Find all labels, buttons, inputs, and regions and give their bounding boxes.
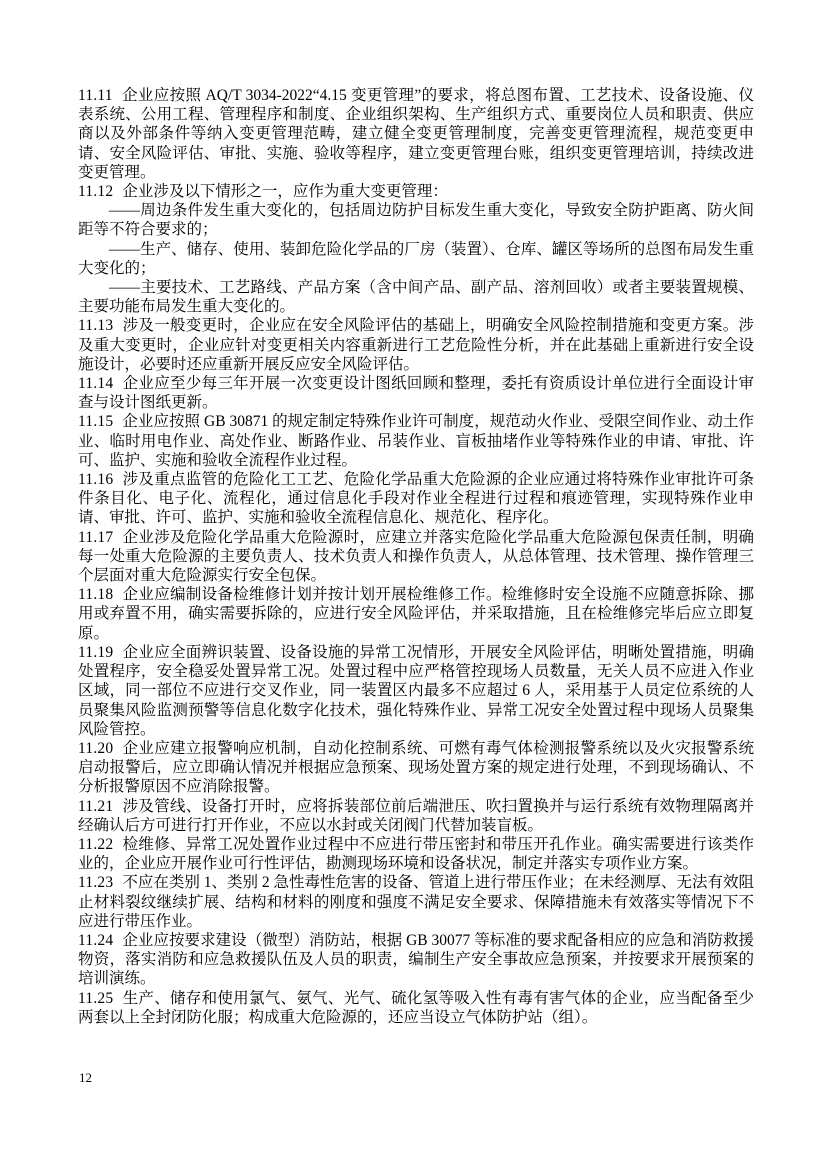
clause-text: 企业应按照 AQ/T 3034-2022“4.15 变更管理”的要求，将总图布置、工艺技术、设备设施、仪表系统、公用工程、管理程序和制度、企业组织架构、生产组织方式、重要岗位人员和职责、供应商以及外部条件等纳入变更管理范畴，建立健全变更管理制度，完善变更管理流程，规范变更申请、安全风险评估、审批、实施、验收等程序，建立变更管理台账，组织变更管理培训，持续改进变更管理。 <box>78 87 754 181</box>
clause-number: 11.13 <box>78 317 114 335</box>
clause-paragraph <box>78 374 754 412</box>
document-body <box>78 86 754 1027</box>
clause-number: 11.12 <box>78 183 114 201</box>
clause-number: 11.15 <box>78 413 114 431</box>
clause-number: 11.19 <box>78 643 114 661</box>
clause-paragraph <box>78 739 754 797</box>
clause-text: 企业应按要求建设（微型）消防站，根据 GB 30077 等标准的要求配备相应的应急和消防救援物资，落实消防和应急救援队伍及人员的职责，编制生产安全事故应急预案，并按要求开展预案的培训演练。 <box>78 931 754 988</box>
clause-text: 企业应编制设备检维修计划并按计划开展检维修工作。检维修时安全设施不应随意拆除、挪用或弃置不用，确实需要拆除的，应进行安全风险评估，并采取措施，且在检维修完毕后应立即复原。 <box>78 586 754 642</box>
clause-number: 11.23 <box>78 874 114 892</box>
clause-number: 11.25 <box>78 989 114 1007</box>
clause-paragraph <box>78 470 754 528</box>
clause-text: 涉及一般变更时，企业应在安全风险评估的基础上，明确安全风险控制措施和变更方案。涉及重大变更时，企业应针对变更相关内容重新进行工艺危险性分析，并在此基础上重新进行安全设施设计，必要时还应重新开展反应安全风险评估。 <box>78 317 754 373</box>
clause-paragraph <box>78 873 754 931</box>
dash-subitem: ——周边条件发生重大变化的，包括周边防护目标发生重大变化，导致安全防护距离、防火间距等不符合要求的； <box>78 202 754 239</box>
clause-number: 11.16 <box>78 471 114 489</box>
clause-text: 企业应全面辨识装置、设备设施的异常工况情形，开展安全风险评估，明晰处置措施，明确处置程序，安全稳妥处置异常工况。处置过程中应严格管控现场人员数量，无关人员不应进入作业区域，同一部位不应进行交叉作业，同一装置区内最多不应超过 6 人，采用基于人员定位系统的人员聚集风险监测预警等信息化数字化技术，强化特殊作业、异常工况安全处置过程中现场人员聚集风险管控。 <box>78 643 754 738</box>
clause-paragraph <box>78 412 754 470</box>
clause-number: 11.22 <box>78 835 114 853</box>
dash-subitem: ——生产、储存、使用、装卸危险化学品的厂房（装置）、仓库、罐区等场所的总图布局发生重大变化的； <box>78 240 754 277</box>
clause-paragraph <box>78 182 754 201</box>
clause-number: 11.14 <box>78 375 114 393</box>
clause-text: 企业应建立报警响应机制，自动化控制系统、可燃有毒气体检测报警系统以及火灾报警系统启动报警后，应立即确认情况并根据应急预案、现场处置方案的规定进行处理，不到现场确认、不分析报警原因不应消除报警。 <box>78 739 754 796</box>
dash-subitem: ——主要技术、工艺路线、产品方案（含中间产品、副产品、溶剂回收）或者主要装置规模、主要功能布局发生重大变化的。 <box>78 279 754 316</box>
clause-text: 企业应按照 GB 30871 的规定制定特殊作业许可制度，规范动火作业、受限空间作业、动土作业、临时用电作业、高处作业、断路作业、吊装作业、盲板抽堵作业等特殊作业的申请、审批、许可、监护、实施和验收全流程作业过程。 <box>78 413 754 469</box>
clause-paragraph <box>78 931 754 989</box>
clause-paragraph <box>78 316 754 374</box>
clause-number: 11.11 <box>78 87 113 104</box>
clause-text: 企业涉及危险化学品重大危险源时，应建立并落实危险化学品重大危险源包保责任制，明确每一处重大危险源的主要负责人、技术负责人和操作负责人，从总体管理、技术管理、操作管理三个层面对重大危险源实行安全包保。 <box>78 528 754 585</box>
clause-number: 11.24 <box>78 931 114 949</box>
clause-paragraph <box>78 835 754 873</box>
clause-text: 不应在类别 1、类别 2 急性毒性危害的设备、管道上进行带压作业；在未经测厚、无法有效阻止材料裂纹继续扩展、结构和材料的刚度和强度不满足安全要求、保障措施未有效落实等情况下不应进行带压作业。 <box>78 874 754 930</box>
clause-paragraph <box>78 643 754 739</box>
clause-number: 11.21 <box>78 797 114 815</box>
clause-paragraph <box>78 989 754 1027</box>
clause-text: 检维修、异常工况处置作业过程中不应进行带压密封和带压开孔作业。确实需要进行该类作业的，企业应开展作业可行性评估，勘测现场环境和设备状况，制定并落实专项作业方案。 <box>78 835 754 873</box>
clause-text: 企业应至少每三年开展一次变更设计图纸回顾和整理，委托有资质设计单位进行全面设计审查与设计图纸更新。 <box>78 375 754 412</box>
page-number: 12 <box>79 1070 92 1085</box>
clause-number: 11.18 <box>78 586 114 604</box>
clause-paragraph <box>78 797 754 835</box>
clause-number: 11.20 <box>78 739 114 757</box>
clause-paragraph <box>78 528 754 586</box>
clause-text: 企业涉及以下情形之一，应作为重大变更管理： <box>122 183 448 201</box>
clause-paragraph <box>78 585 754 643</box>
clause-number: 11.17 <box>78 528 114 546</box>
clause-paragraph <box>78 86 754 182</box>
clause-text: 涉及重点监管的危险化工工艺、危险化学品重大危险源的企业应通过将特殊作业审批许可条件条目化、电子化、流程化，通过信息化手段对作业全程进行过程和痕迹管理，实现特殊作业申请、审批、许可、监护、实施和验收全流程信息化、规范化、程序化。 <box>78 471 754 527</box>
clause-text: 涉及管线、设备打开时，应将拆装部位前后端泄压、吹扫置换并与运行系统有效物理隔离并经确认后方可进行打开作业，不应以水封或关闭阀门代替加装盲板。 <box>78 797 754 834</box>
clause-text: 生产、储存和使用氯气、氨气、光气、硫化氢等吸入性有毒有害气体的企业，应当配备至少两套以上全封闭防化服；构成重大危险源的，还应当设立气体防护站（组）。 <box>78 989 754 1026</box>
